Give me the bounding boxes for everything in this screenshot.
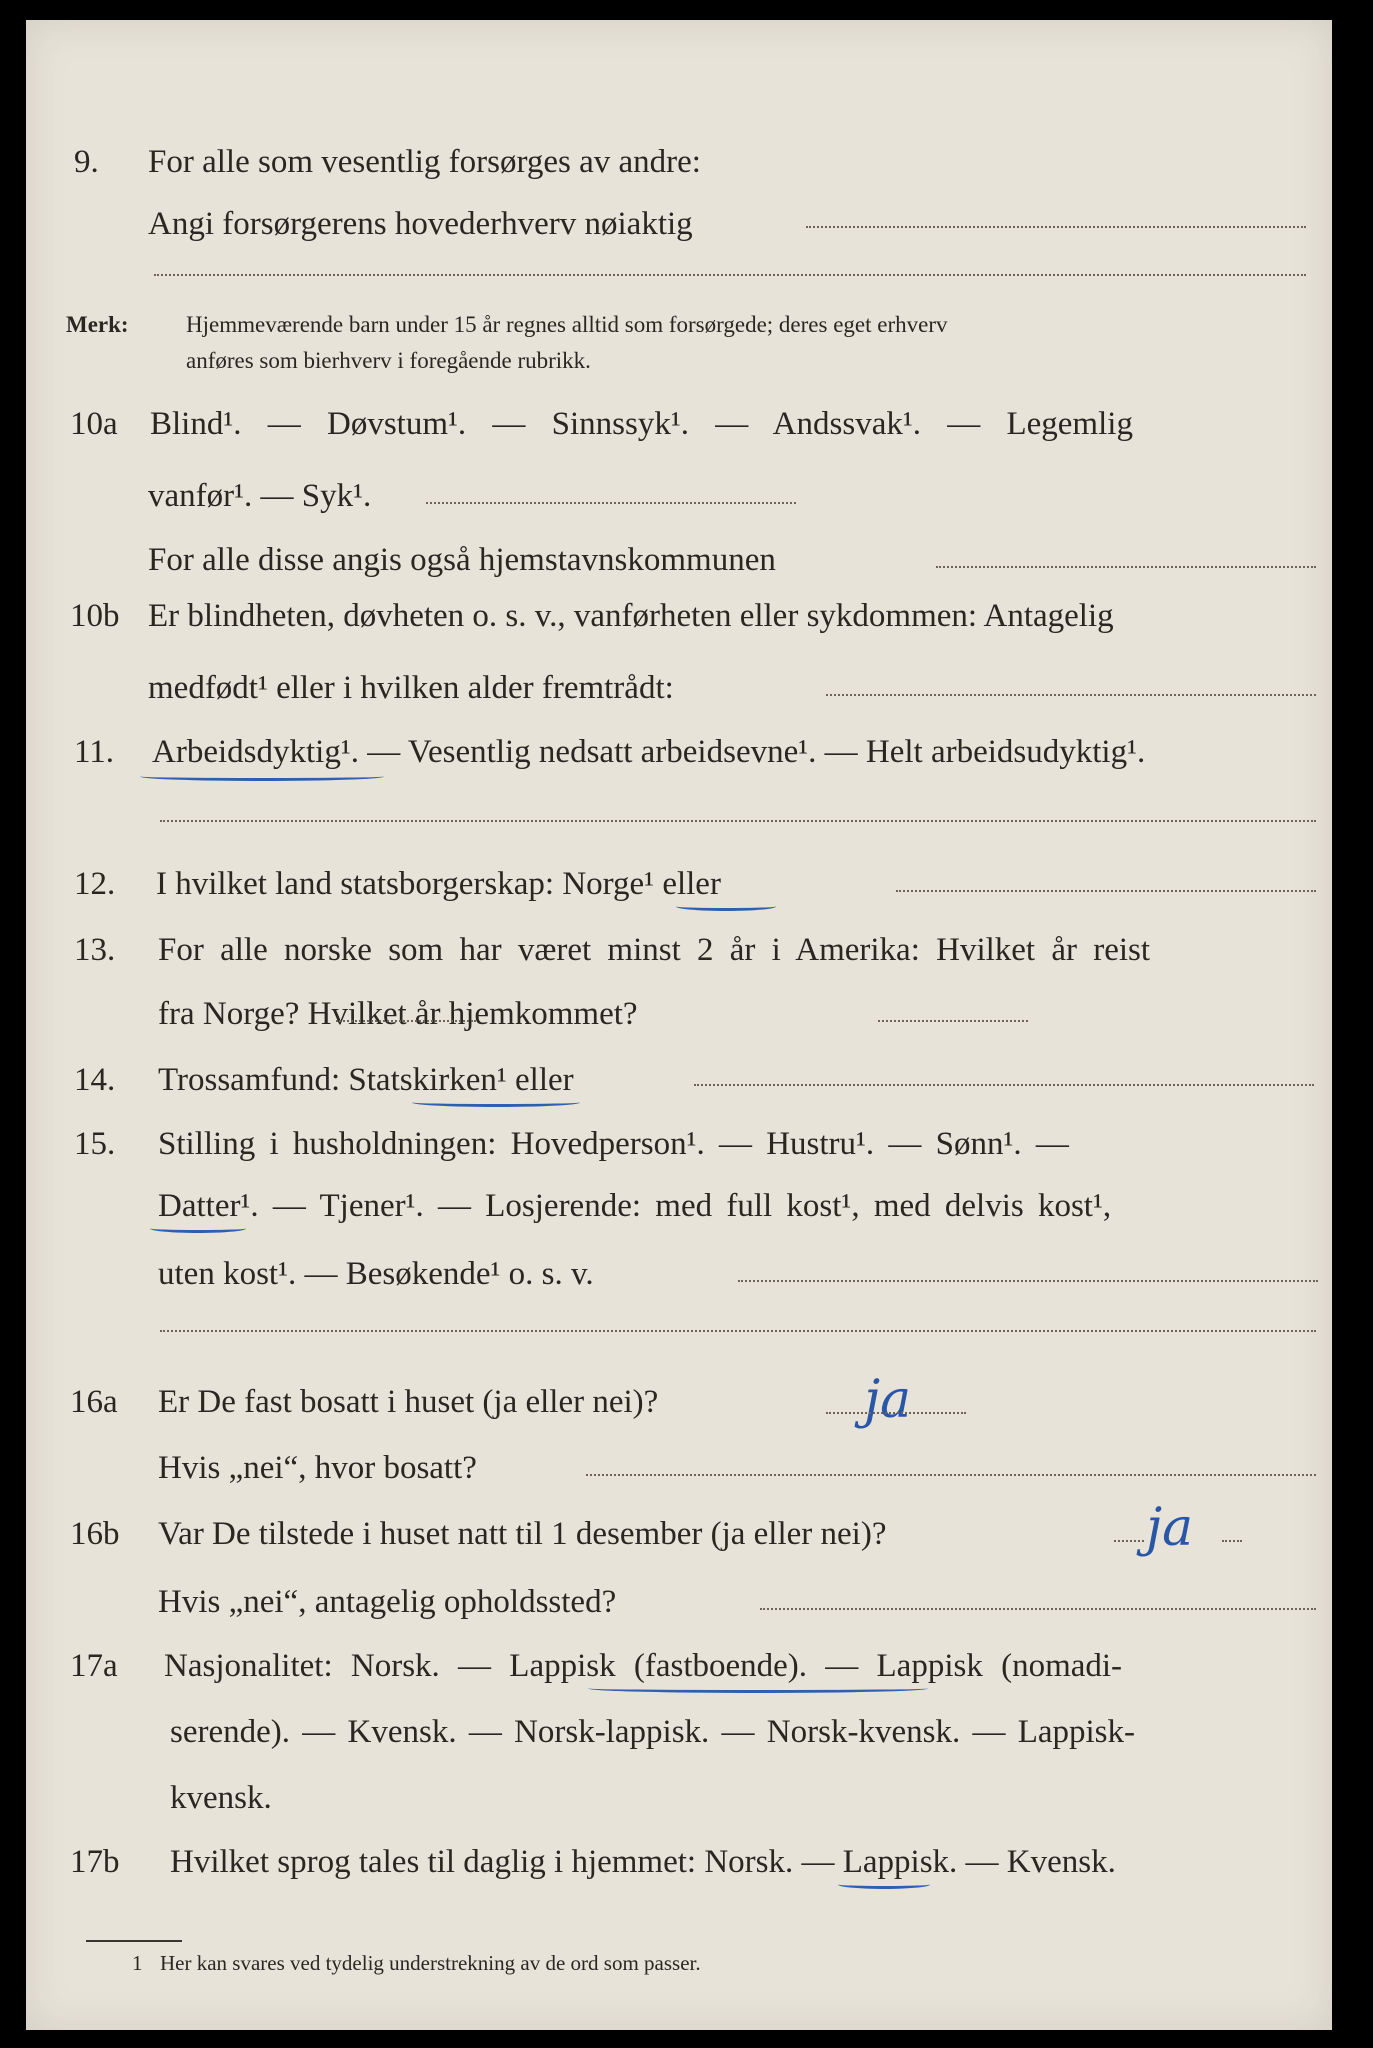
fill-line — [878, 1020, 1028, 1022]
item-number: 11. — [74, 734, 115, 770]
fill-line — [154, 274, 1306, 276]
note-text: Hjemmeværende barn under 15 år regnes alltid som forsørgede; deres eget erhverv — [186, 312, 948, 337]
fill-line — [738, 1280, 1318, 1282]
fill-line — [826, 1412, 966, 1414]
footnote-mark: 1 — [132, 1951, 143, 1975]
item-text: Datter¹. — Tjener¹. — Losjerende: med full kost¹, med delvis kost¹, — [158, 1188, 1112, 1224]
item-text: For alle disse angis også hjemstavnskommunen — [148, 542, 776, 578]
census-form-page — [26, 20, 1332, 2030]
item-number: 16b — [70, 1516, 120, 1552]
item-text: vanfør¹. — Syk¹. — [148, 478, 372, 514]
fill-line — [160, 820, 1316, 822]
handwritten-underline — [838, 1880, 930, 1889]
item-text: Arbeidsdyktig¹. — Vesentlig nedsatt arbeidsevne¹. — Helt arbeidsudyktig¹. — [152, 734, 1146, 770]
footnote-rule — [86, 1940, 182, 1942]
item-text: kvensk. — [170, 1780, 272, 1816]
note-label: Merk: — [66, 312, 129, 337]
fill-line — [426, 502, 796, 504]
item-text: medfødt¹ eller i hvilken alder fremtrådt: — [148, 670, 674, 706]
handwritten-answer: ja — [864, 1370, 912, 1430]
item-text: serende). — Kvensk. — Norsk-lappisk. — Norsk-kvensk. — Lappisk- — [170, 1714, 1136, 1750]
handwritten-underline — [150, 1224, 246, 1233]
item-number: 10b — [70, 598, 120, 634]
item-number: 17a — [70, 1648, 118, 1684]
item-text: Stilling i husholdningen: Hovedperson¹. — Hustru¹. — Sønn¹. — — [158, 1126, 1069, 1162]
item-text: Var De tilstede i huset natt til 1 desember (ja eller nei)? — [158, 1516, 887, 1552]
fill-line — [896, 890, 1316, 892]
handwritten-underline — [140, 772, 384, 781]
item-number: 13. — [74, 932, 116, 968]
item-number: 15. — [74, 1126, 116, 1162]
fill-line — [1114, 1540, 1144, 1542]
item-number: 12. — [74, 866, 116, 902]
note-text: anføres som bierhverv i foregående rubrikk. — [186, 348, 591, 373]
item-text: fra Norge? Hvilket år hjemkommet? — [158, 996, 638, 1032]
handwritten-underline — [412, 1098, 580, 1107]
item-text: Blind¹. — Døvstum¹. — Sinnssyk¹. — Andssvak¹. — Legemlig — [150, 406, 1133, 442]
item-number: 9. — [74, 144, 99, 180]
item-text: Er De fast bosatt i huset (ja eller nei)? — [158, 1384, 659, 1420]
item-text: Angi forsørgerens hovederhverv nøiaktig — [148, 206, 693, 242]
fill-line — [936, 566, 1316, 568]
fill-line — [760, 1608, 1316, 1610]
item-number: 17b — [70, 1844, 120, 1880]
fill-line — [336, 1020, 476, 1022]
item-number: 14. — [74, 1062, 116, 1098]
item-text: I hvilket land statsborgerskap: Norge¹ eller — [156, 866, 721, 902]
item-text: Er blindheten, døvheten o. s. v., vanførheten eller sykdommen: Antagelig — [148, 598, 1114, 634]
item-text: Nasjonalitet: Norsk. — Lappisk (fastboende). — Lappisk (nomadi- — [164, 1648, 1123, 1684]
item-text: Trossamfund: Statskirken¹ eller — [158, 1062, 574, 1098]
footnote-text: Her kan svares ved tydelig understrekning av de ord som passer. — [160, 1951, 701, 1975]
fill-line — [694, 1084, 1314, 1086]
item-text: uten kost¹. — Besøkende¹ o. s. v. — [158, 1256, 594, 1292]
fill-line — [806, 226, 1306, 228]
fill-line — [586, 1474, 1316, 1476]
item-text: Hvis „nei“, antagelig opholdssted? — [158, 1584, 617, 1620]
fill-line — [826, 694, 1316, 696]
item-text: For alle norske som har været minst 2 år i Amerika: Hvilket år reist — [158, 932, 1151, 968]
handwritten-underline — [588, 1684, 928, 1693]
item-text: Hvis „nei“, hvor bosatt? — [158, 1450, 477, 1486]
handwritten-underline — [676, 902, 776, 911]
item-text: Hvilket sprog tales til daglig i hjemmet: Norsk. — Lappisk. — Kvensk. — [170, 1844, 1116, 1880]
fill-line — [160, 1330, 1316, 1332]
item-text: For alle som vesentlig forsørges av andre: — [148, 144, 701, 180]
item-number: 16a — [70, 1384, 118, 1420]
handwritten-answer: ja — [1146, 1498, 1194, 1558]
fill-line — [1222, 1540, 1242, 1542]
item-number: 10a — [70, 406, 118, 442]
